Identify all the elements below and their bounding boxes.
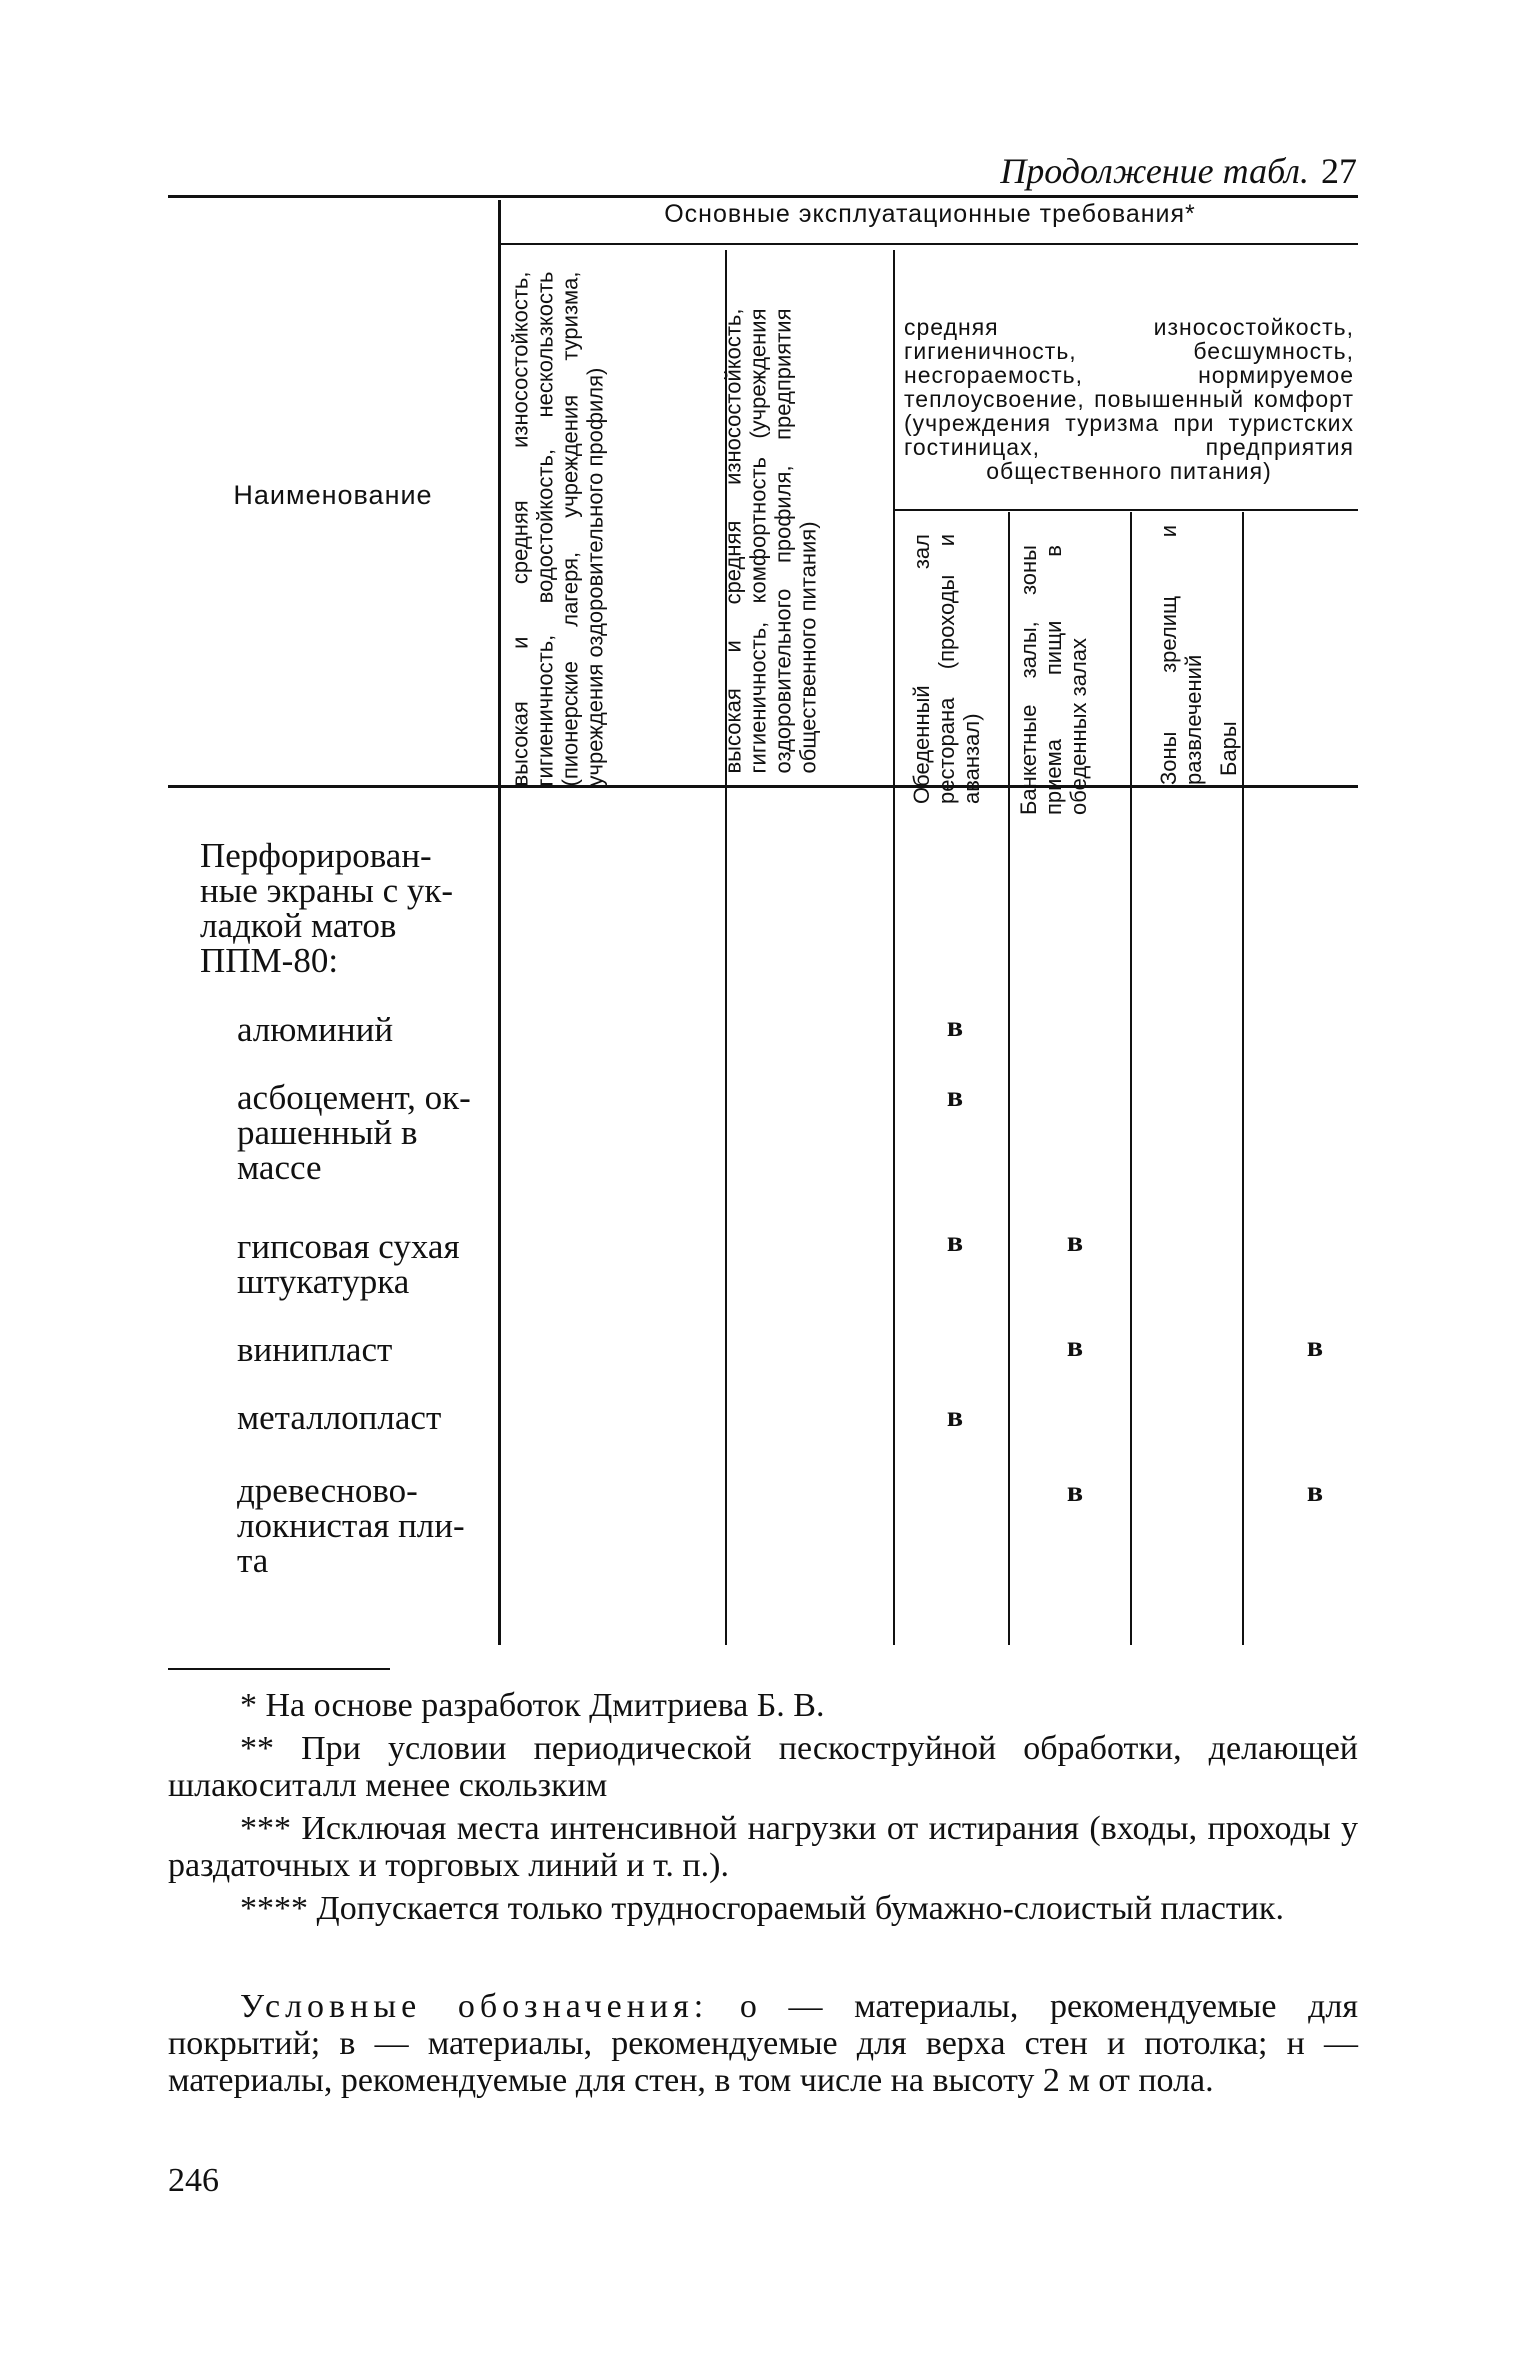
row-label-gypsum-plaster: гипсовая сухая штукатурка bbox=[237, 1227, 460, 1301]
column-header-2: высокая и средняя износостойкость, гигиеничность, комфортность (учреждения оздоровительного профиля, предприятия общественного питания) bbox=[720, 308, 821, 774]
name-column-header: Наименование bbox=[233, 480, 433, 510]
footnote-1: * На основе разработок Дмитриева Б. В. bbox=[240, 1687, 825, 1724]
table-cell-mark: в bbox=[946, 1225, 964, 1258]
page-number: 246 bbox=[168, 2162, 219, 2199]
footnote-rule bbox=[168, 1668, 390, 1670]
legend-paragraph bbox=[168, 1988, 1358, 2099]
table-cell-mark: в bbox=[1066, 1330, 1084, 1363]
subheader-rule bbox=[895, 509, 1358, 511]
footnote-2: ** При условии периодической пескоструйной обработки, делающей шлакоситалл менее скользким bbox=[168, 1730, 1358, 1804]
requirements-rule bbox=[500, 243, 1358, 245]
subcolumn-header-3: Зоны зрелищ и развлечений bbox=[1156, 525, 1206, 785]
footnote-3: *** Исключая места интенсивной нагрузки от истирания (входы, проходы у раздаточных и торговых линий и т. п.). bbox=[168, 1810, 1358, 1884]
subcolumn-header-2: Банкетные залы, зоны приема пищи в обеденных залах bbox=[1016, 545, 1091, 815]
row-label-vinyl-plastic: винипласт bbox=[237, 1330, 393, 1369]
table-cell-mark: в bbox=[946, 1400, 964, 1433]
row-group-label: Перфорирован- ные экраны с ук- ладкой матов ППМ-80: bbox=[200, 836, 454, 980]
table-top-rule bbox=[168, 195, 1358, 198]
footnotes bbox=[168, 1687, 1358, 1933]
table-cell-mark: в bbox=[1066, 1475, 1084, 1508]
col-divider bbox=[1008, 512, 1010, 1645]
continuation-title bbox=[1000, 150, 1357, 192]
table-cell-mark: в bbox=[1306, 1475, 1324, 1508]
legend-text: о — материалы, рекомендуемые для покрытий; в — материалы, рекомендуемые для верха стен и потолка; н — материалы, рекомендуемые для стен, в том числе на высоту 2 м от пола. bbox=[168, 1988, 1358, 2099]
row-label-metalloplast: металлопласт bbox=[237, 1398, 442, 1437]
table-cell-mark: в bbox=[1066, 1225, 1084, 1258]
row-label-fiberboard: древесново- локнистая пли- та bbox=[237, 1471, 465, 1580]
table-cell-mark: в bbox=[946, 1080, 964, 1113]
continuation-label: Продолжение табл. bbox=[1000, 151, 1309, 191]
table-number: 27 bbox=[1321, 151, 1357, 191]
col-divider bbox=[893, 250, 895, 1645]
legend-title: Условные обозначения: bbox=[240, 1988, 709, 2025]
subcolumn-header-1: Обеденный зал ресторана (проходы и аванзал) bbox=[909, 534, 984, 804]
footnote-4: **** Допускается только трудносгораемый бумажно-слоистый пластик. bbox=[240, 1890, 1284, 1927]
col-divider bbox=[1130, 512, 1132, 1645]
table-cell-mark: в bbox=[946, 1010, 964, 1043]
header-bottom-rule bbox=[168, 785, 1358, 788]
table-cell-mark: в bbox=[1306, 1330, 1324, 1363]
col-divider bbox=[498, 200, 501, 1645]
requirements-header: Основные эксплуатационные требования* bbox=[664, 200, 1196, 228]
column-header-3: средняя износостойкость, гигиеничность, бесшумность, несгораемость, нормируемое теплоусвоение, повышенный комфорт (учреждения туризма при туристских гостиницах, предприятия общественного питания) bbox=[904, 314, 1354, 484]
row-label-aluminum: алюминий bbox=[237, 1010, 394, 1049]
subcolumn-header-4: Бары bbox=[1216, 721, 1241, 776]
row-label-asbestos-cement: асбоцемент, ок- рашенный в массе bbox=[237, 1078, 471, 1187]
column-header-1: высокая и средняя износостойкость, гигиеничность, водостойкость, нескользкость (пионерские лагеря, учреждения туризма, учреждения оздоровительного профиля) bbox=[507, 271, 608, 787]
